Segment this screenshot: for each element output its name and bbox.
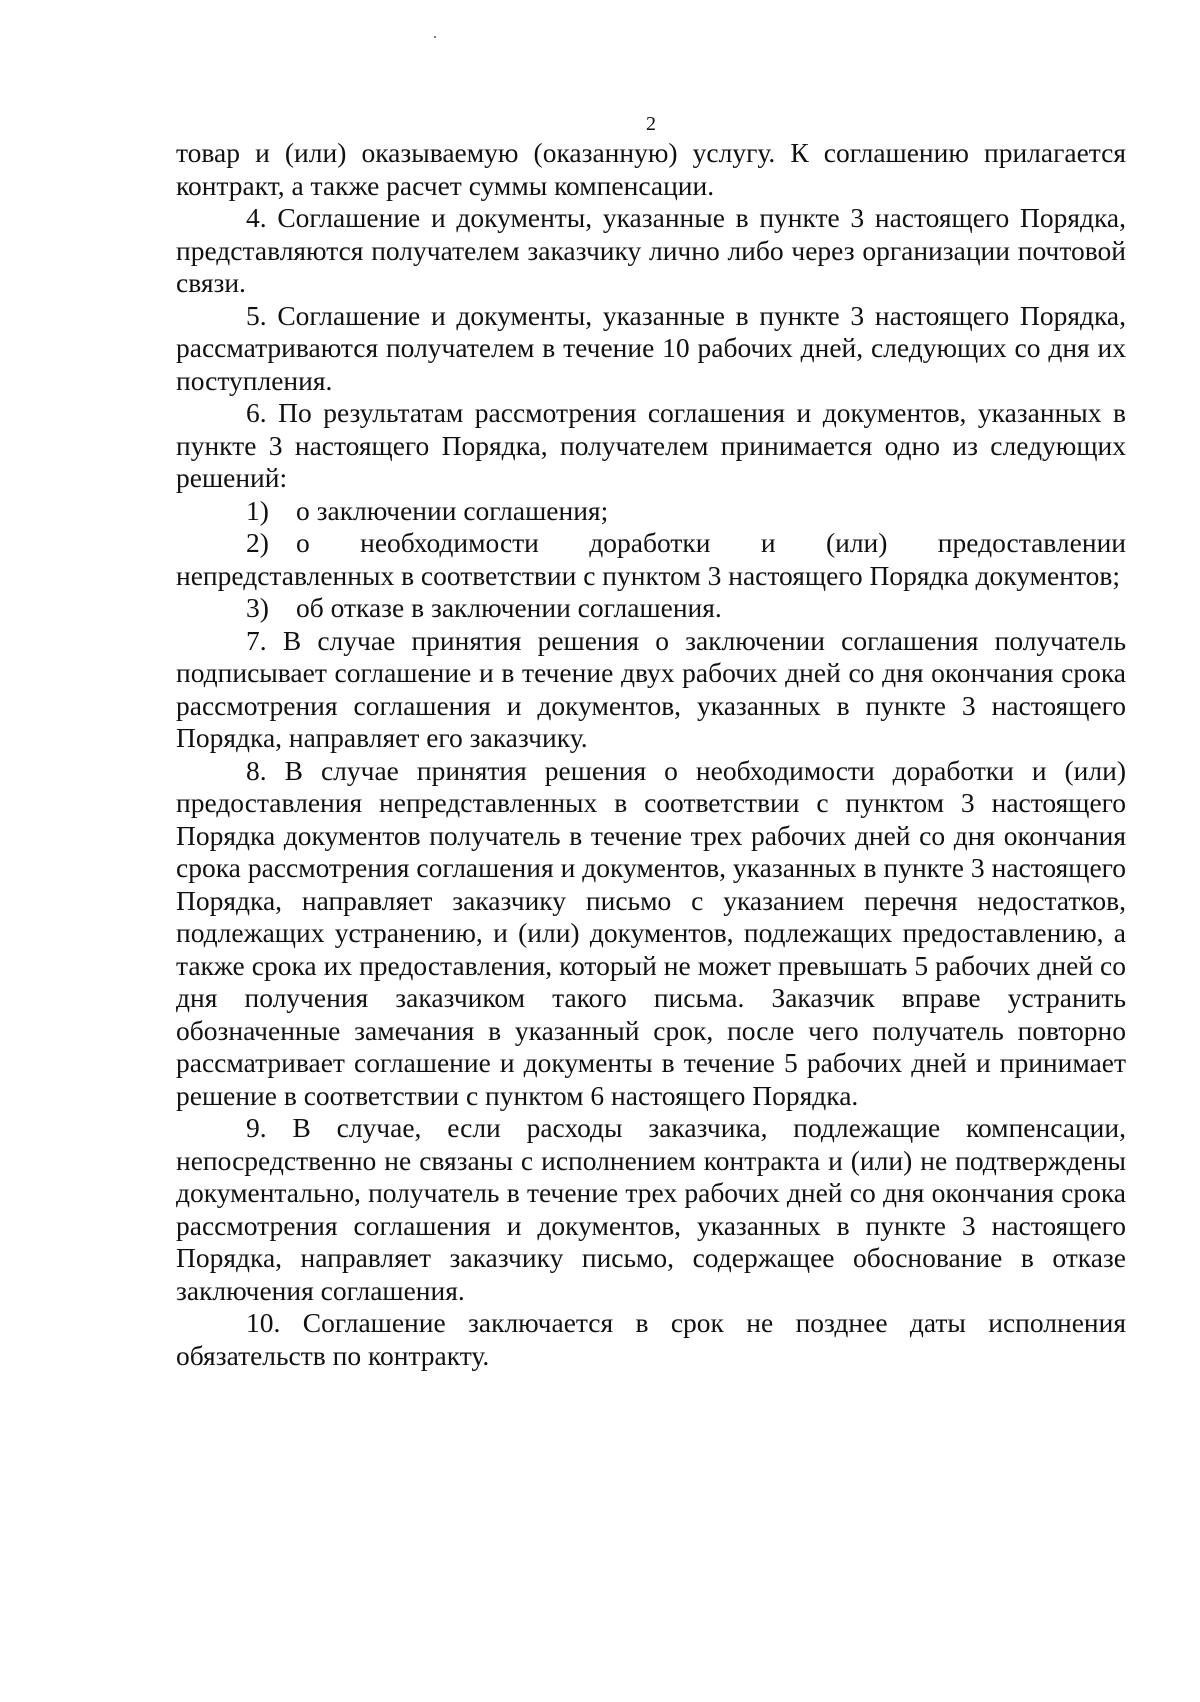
paragraph-10: 10. Соглашение заключается в срок не позднее даты исполнения обязательств по контракту. bbox=[176, 1307, 1126, 1371]
list-item-1 bbox=[176, 495, 1126, 528]
list-item-2 bbox=[176, 527, 1126, 592]
paragraph-continuation: товар и (или) оказываемую (оказанную) услугу. К соглашению прилагается контракт, а также расчет суммы компенсации. bbox=[176, 137, 1126, 201]
paragraph-6: 6. По результатам рассмотрения соглашения и документов, указанных в пункте 3 настоящего Порядка, получателем принимается одно из следующих решений: bbox=[176, 397, 1126, 493]
list-item-text: об отказе в заключении соглашения. bbox=[296, 592, 722, 623]
list-item-3 bbox=[176, 592, 1126, 625]
paragraph-7: 7. В случае принятия решения о заключении соглашения получатель подписывает соглашение и в течение двух рабочих дней со дня окончания срока рассмотрения соглашения и документов, указанных в пункте 3 настоящего Порядка, направляет его заказчику. bbox=[176, 624, 1126, 753]
page-number: 2 bbox=[646, 113, 656, 135]
paragraph-8: 8. В случае принятия решения о необходимости доработки и (или) предоставления непредставленных в соответствии с пунктом 3 настоящего Порядка документов получатель в течение трех рабочих дней со дня окончания срока рассмотрения соглашения и документов, указанных в пункте 3 настоящего Порядка, направляет заказчику письмо с указанием перечня недостатков, подлежащих устранению, и (или) документов, подлежащих предоставлению, а также срока их предоставления, который не может превышать 5 рабочих дней со дня получения заказчиком такого письма. Заказчик вправе устранить обозначенные замечания в указанный срок, после чего получатель повторно рассматривает соглашение и документы в течение 5 рабочих дней и принимает решение в соответствии с пунктом 6 настоящего Порядка. bbox=[176, 754, 1126, 1111]
list-item-number: 3) bbox=[246, 592, 269, 623]
list-item-text: о заключении соглашения; bbox=[296, 494, 609, 526]
paragraph-9: 9. В случае, если расходы заказчика, подлежащие компенсации, непосредственно не связаны с исполнением контракта и (или) не подтверждены документально, получатель в течение трех рабочих дней со дня окончания срока рассмотрения соглашения и документов, указанных в пункте 3 настоящего Порядка, направляет заказчику письмо, содержащее обоснование в отказе заключения соглашения. bbox=[176, 1112, 1126, 1306]
paragraph-4: 4. Соглашение и документы, указанные в пункте 3 настоящего Порядка, представляются получателем заказчику лично либо через организации почтовой связи. bbox=[176, 202, 1126, 298]
scan-speck bbox=[434, 36, 436, 38]
list-item-number: 1) bbox=[246, 494, 269, 526]
list-item-text: о необходимости доработки и (или) предоставлении непредставленных в соответствии с пунктом 3 настоящего Порядка документов; bbox=[176, 527, 1126, 591]
list-item-number: 2) bbox=[246, 527, 269, 558]
paragraph-5: 5. Соглашение и документы, указанные в пункте 3 настоящего Порядка, рассматриваются получателем в течение 10 рабочих дней, следующих со дня их поступления. bbox=[176, 299, 1126, 396]
document-body bbox=[176, 137, 1126, 1372]
